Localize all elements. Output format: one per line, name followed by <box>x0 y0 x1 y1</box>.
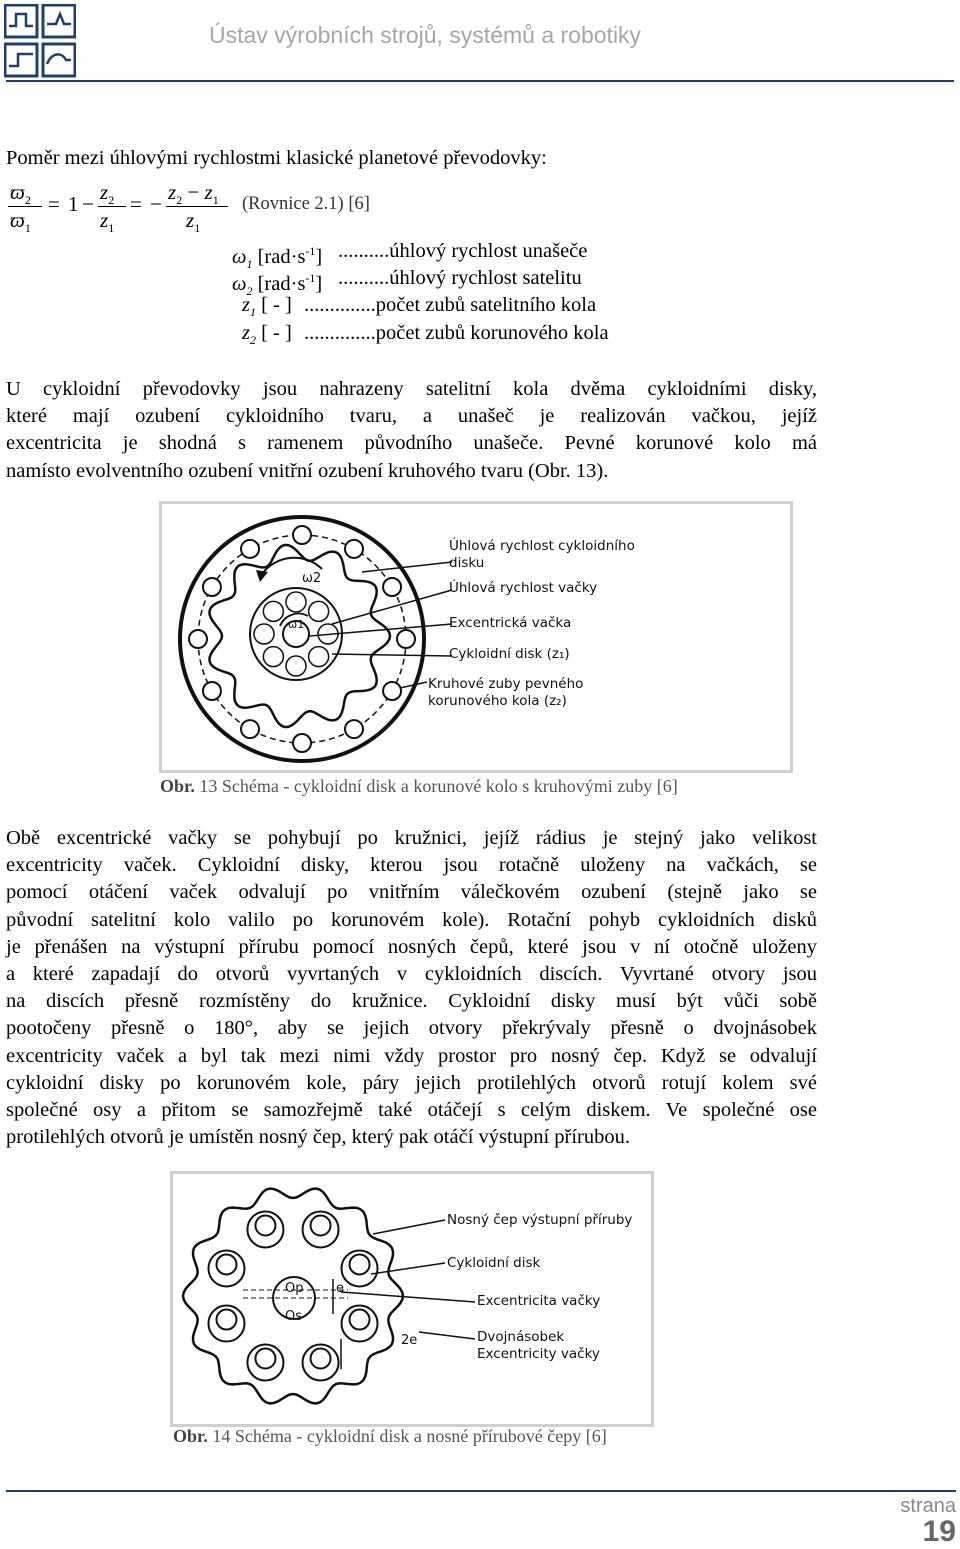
e-label: e <box>336 1281 344 1296</box>
carrier-pin <box>311 1215 331 1235</box>
ring-roller <box>203 578 221 596</box>
label-double-cont: Excentricity vačky <box>477 1346 600 1362</box>
ring-roller <box>189 630 207 648</box>
ring-roller <box>345 540 363 558</box>
label-cam-speed: Úhlová rychlost vačky <box>449 580 598 596</box>
ring-roller <box>383 682 401 700</box>
carrier-pin <box>255 1215 275 1235</box>
carrier-pin <box>311 1349 331 1369</box>
figure-13 <box>159 501 793 773</box>
label-disk-speed: Úhlová rychlost cykloidního <box>449 538 635 554</box>
omega1-label: ω1 <box>288 618 305 631</box>
ring-roller <box>293 734 311 752</box>
equation-ref: (Rovnice 2.1) [6] <box>242 194 370 214</box>
os-label: Os <box>285 1309 303 1324</box>
header-title: Ústav výrobních strojů, systémů a robotiky <box>209 22 642 48</box>
figure-14 <box>170 1171 654 1427</box>
label-carrier-pin: Nosný čep výstupní příruby <box>447 1212 633 1228</box>
carrier-pin <box>350 1254 370 1274</box>
cam-roller <box>286 656 306 676</box>
intro-text: Poměr mezi úhlovými rychlostmi klasické planetové převodovky: <box>6 147 547 169</box>
label-eccentric-cam: Excentrická vačka <box>449 615 572 631</box>
label-cam-eccentricity: Excentricita vačky <box>477 1293 601 1309</box>
cam-roller <box>254 624 274 644</box>
figure-13-caption: Obr. 13 Schéma - cykloidní disk a korunové kolo s kruhovými zuby [6] <box>160 776 678 796</box>
ring-roller <box>383 578 401 596</box>
paragraph-2: Obě excentrické vačky se pohybují po kružnici, jejíž rádius je stejný jako velikost excentricity vaček. Cykloidní disky, kterou jsou rotačně uloženy na vačkách, se pomocí otáčení vaček odvalují po vnitřním válečkovém ozubení (stejně jako se původní satelitní kolo valilo po korunovém kole). Rotační pohyb cykloidních disků je přenášen na výstupní přírubu pomocí nosných čepů, které jsou v ní otočně uloženy a které zapadají do otvorů vyvrtaných v cykloidních discích. Vyvrtané otvory jsou na discích přesně rozmístěny do kružnice. Cykloidní disky musí být vůči sobě pootočeny přesně o 180°, aby se jejich otvory překrývaly přesně o dvojnásobek excentricity vaček a byl tak mezi nimi vždy prostor pro nosný čep. Když se odvalují cykloidní disky po korunovém kole, páry jejich protilehlých otvorů rotují kolem své společné osy a přitom se samozřejmě také otáčejí s celým diskem. Ve společné ose protilehlých otvorů je umístěn nosný čep, který pak otáčí výstupní přírubou. <box>6 827 817 1149</box>
carrier-pin <box>255 1349 275 1369</box>
page-number: 19 <box>922 1515 956 1548</box>
cam-roller <box>286 592 306 612</box>
carrier-pin <box>216 1310 236 1330</box>
label-ring-teeth-cont: korunového kola (z₂) <box>428 693 567 709</box>
label-double: Dvojnásobek <box>477 1329 565 1345</box>
cam-roller <box>263 601 283 621</box>
label-disk-speed-cont: disku <box>449 555 485 571</box>
ring-roller <box>293 526 311 544</box>
header-divider <box>6 80 954 82</box>
cam-roller <box>309 647 329 667</box>
page-label: strana <box>900 1495 956 1517</box>
figure-14-caption: Obr. 14 Schéma - cykloidní disk a nosné přírubové čepy [6] <box>173 1426 607 1446</box>
institute-logo-icon <box>4 4 76 78</box>
label-cycloid-disk: Cykloidní disk (z₁) <box>449 646 570 662</box>
footer-divider <box>6 1490 956 1492</box>
ring-roller <box>345 720 363 738</box>
cam-roller <box>263 647 283 667</box>
carrier-pin <box>350 1310 370 1330</box>
label-cycloid-disk-14: Cykloidní disk <box>447 1255 541 1271</box>
cam-roller <box>309 601 329 621</box>
paragraph-1: U cykloidní převodovky jsou nahrazeny satelitní kola dvěma cykloidními disky, které mají ozubení cykloidního tvaru, a unašeč je realizován vačkou, jejíž excentricita je shodná s ramenem původního unašeče. Pevné korunové kolo má namísto evolventního ozubení vnitřní ozubení kruhového tvaru (Obr. 13). <box>6 378 817 482</box>
ring-roller <box>241 540 259 558</box>
2e-label: 2e <box>401 1333 418 1348</box>
ring-roller <box>241 720 259 738</box>
equation: $ϖ_2$ $ϖ_1$ = 1 − $z_2$ $z_1$ = − $z_2 - z_1$ $z_1$ (Rovnice 2.1) [6] <box>10 180 370 236</box>
ring-roller <box>203 682 221 700</box>
carrier-pin <box>216 1254 236 1274</box>
omega2-label: ω2 <box>302 571 322 586</box>
label-ring-teeth: Kruhové zuby pevného <box>428 676 584 692</box>
op-label: Op <box>285 1281 304 1296</box>
ring-roller <box>397 630 415 648</box>
